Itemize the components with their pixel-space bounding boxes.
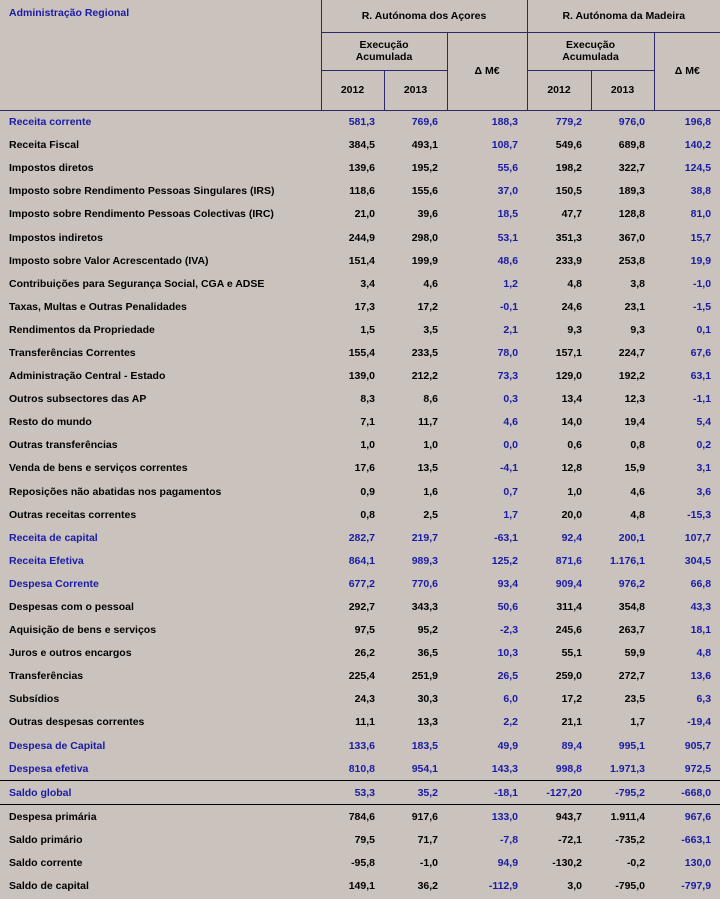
row-label: Receita de capital: [9, 531, 98, 544]
cell-a12: 810,8: [348, 762, 375, 775]
cell-m13: 19,4: [624, 416, 646, 429]
table-row: [0, 549, 720, 572]
row-label: Imposto sobre Valor Acrescentado (IVA): [9, 254, 209, 267]
cell-md: 19,9: [690, 254, 712, 267]
table-row: [0, 875, 720, 898]
cell-a12: 1,0: [360, 439, 375, 452]
table-row: [0, 503, 720, 526]
cell-a13: 11,7: [418, 416, 438, 429]
cell-a12: 282,7: [348, 531, 375, 544]
table-row: [0, 272, 720, 295]
cell-md: 124,5: [684, 162, 712, 175]
table-row: [0, 828, 720, 851]
cell-md: 13,6: [690, 670, 712, 683]
cell-m13: 272,7: [618, 670, 646, 683]
row-label: Outras despesas correntes: [9, 716, 145, 729]
cell-m13: 192,2: [618, 370, 646, 383]
row-label: Saldo primário: [9, 833, 83, 846]
cell-m12: 129,0: [555, 370, 583, 383]
cell-md: 140,2: [684, 139, 712, 152]
row-label: Saldo corrente: [9, 857, 83, 870]
cell-m13: 689,8: [618, 139, 646, 152]
cell-m12: 55,1: [561, 647, 583, 660]
cell-a12: 8,3: [360, 393, 375, 406]
cell-ad: 48,6: [497, 254, 519, 267]
cell-m13: 354,8: [618, 601, 646, 614]
row-label: Despesa efetiva: [9, 762, 89, 775]
cell-a13: 493,1: [411, 139, 438, 152]
row-label: Despesas com o pessoal: [9, 601, 134, 614]
table-row: [0, 526, 720, 549]
row-label: Rendimentos da Propriedade: [9, 323, 155, 336]
cell-m12: 0,6: [567, 439, 583, 452]
cell-ad: 4,6: [503, 416, 519, 429]
cell-m13: 12,3: [624, 393, 646, 406]
cell-a12: 3,4: [360, 277, 375, 290]
cell-a13: 954,1: [411, 762, 438, 775]
table-row: [0, 226, 720, 249]
row-label: Outras transferências: [9, 439, 118, 452]
cell-md: 304,5: [684, 554, 712, 567]
cell-ad: 93,4: [497, 577, 519, 590]
cell-ad: 125,2: [491, 554, 519, 567]
cell-m12: 779,2: [555, 116, 583, 129]
row-label: Subsídios: [9, 693, 60, 706]
cell-m13: -795,0: [615, 880, 646, 893]
header-year-2013-madeira: 2013: [591, 70, 654, 110]
cell-m13: 1.971,3: [609, 762, 646, 775]
cell-m12: 12,8: [561, 462, 583, 475]
cell-a13: 195,2: [411, 162, 438, 175]
cell-m12: 311,4: [556, 601, 583, 614]
row-label: Venda de bens e serviços correntes: [9, 462, 188, 475]
table-row: [0, 110, 720, 134]
row-label: Saldo global: [0, 781, 321, 805]
cell-a13: 199,9: [411, 254, 438, 267]
cell-a12: 17,3: [354, 300, 375, 313]
row-label: Taxas, Multas e Outras Penalidades: [9, 300, 187, 313]
table-row: [0, 665, 720, 688]
table-row: [0, 852, 720, 875]
row-label: Administração Central - Estado: [9, 370, 166, 383]
cell-a12: 864,1: [348, 554, 375, 567]
cell-a13: 1,0: [423, 439, 438, 452]
table-row: [0, 157, 720, 180]
cell-a13: 1,6: [423, 485, 438, 498]
cell-m12: 47,7: [561, 208, 583, 221]
cell-ad: 37,0: [497, 185, 519, 198]
cell-ad: 1,2: [503, 277, 519, 290]
cell-md: -797,9: [681, 880, 712, 893]
cell-m12: 17,2: [561, 693, 583, 706]
table-row: [0, 688, 720, 711]
cell-m12: 909,4: [555, 577, 583, 590]
cell-m12: 259,0: [555, 670, 583, 683]
cell-ad: 53,1: [497, 231, 519, 244]
cell-m13: 15,9: [624, 462, 646, 475]
cell-m13: 0,8: [630, 439, 646, 452]
cell-a13: 95,2: [417, 624, 438, 637]
cell-md: -1,0: [692, 277, 712, 290]
cell-m13: 23,5: [624, 693, 646, 706]
cell-ad: 133,0: [491, 810, 519, 823]
cell-a12: 677,2: [348, 577, 375, 590]
row-label: Despesa Corrente: [9, 577, 99, 590]
table-body: [0, 110, 720, 898]
table-row: [0, 295, 720, 318]
cell-a12: 225,4: [348, 670, 375, 683]
cell-a13: 35,2: [384, 781, 447, 805]
cell-md: -1,1: [692, 393, 712, 406]
cell-m13: 224,7: [618, 346, 646, 359]
cell-m13: 23,1: [624, 300, 646, 313]
cell-ad: 73,3: [497, 370, 519, 383]
cell-m12: 9,3: [567, 323, 583, 336]
cell-m12: 3,0: [567, 880, 583, 893]
cell-a13: 39,6: [417, 208, 438, 221]
cell-a12: 784,6: [348, 810, 375, 823]
row-label: Transferências: [9, 670, 84, 683]
cell-m13: 263,7: [618, 624, 646, 637]
row-label: Impostos diretos: [9, 162, 94, 175]
cell-a12: 79,5: [354, 833, 375, 846]
table-row: [0, 572, 720, 595]
cell-m13: 253,8: [618, 254, 646, 267]
cell-a12: 24,3: [354, 693, 375, 706]
cell-a13: 17,2: [417, 300, 438, 313]
cell-a12: 155,4: [348, 346, 375, 359]
cell-m13: 976,0: [618, 116, 646, 129]
row-label: Outros subsectores das AP: [9, 393, 147, 406]
cell-m13: 1,7: [630, 716, 646, 729]
cell-md: -663,1: [681, 833, 712, 846]
header-exec-madeira: Execução Acumulada: [527, 32, 654, 70]
cell-m13: 4,8: [630, 508, 646, 521]
table-row: [0, 619, 720, 642]
table-row: [0, 805, 720, 829]
table-row: [0, 341, 720, 364]
cell-m13: 128,8: [618, 208, 646, 221]
header-year-2012-azores: 2012: [321, 70, 384, 110]
cell-ad: 94,9: [497, 857, 519, 870]
row-label: Despesa primária: [9, 810, 97, 823]
cell-m12: 20,0: [561, 508, 583, 521]
cell-m12: 245,6: [555, 624, 583, 637]
cell-m12: 21,1: [561, 716, 583, 729]
cell-m13: -0,2: [626, 857, 646, 870]
row-label: Receita Fiscal: [9, 139, 80, 152]
cell-m13: 367,0: [618, 231, 646, 244]
cell-a13: 13,3: [417, 716, 438, 729]
cell-md: 107,7: [684, 531, 712, 544]
cell-a12: 118,6: [349, 185, 375, 198]
cell-a13: 4,6: [423, 277, 438, 290]
cell-md: -668,0: [654, 781, 720, 805]
cell-m12: 24,6: [561, 300, 583, 313]
cell-a12: 139,0: [348, 370, 375, 383]
cell-ad: 188,3: [491, 116, 519, 129]
row-label: Receita corrente: [9, 116, 92, 129]
table-row: [0, 734, 720, 757]
cell-ad: 26,5: [497, 670, 519, 683]
cell-a12: 149,1: [348, 880, 375, 893]
row-label: Transferências Correntes: [9, 346, 136, 359]
cell-a13: 989,3: [411, 554, 438, 567]
cell-md: 43,3: [690, 601, 712, 614]
cell-a13: 769,6: [411, 116, 438, 129]
cell-ad: -18,1: [447, 781, 527, 805]
cell-md: 4,8: [696, 647, 712, 660]
row-label: Imposto sobre Rendimento Pessoas Singulares (IRS): [9, 185, 275, 198]
cell-md: 15,7: [690, 231, 712, 244]
table-row: [0, 757, 720, 781]
cell-md: 0,1: [696, 323, 712, 336]
cell-m12: 4,8: [567, 277, 583, 290]
cell-ad: -2,3: [499, 624, 519, 637]
cell-a12: 0,9: [360, 485, 375, 498]
cell-a13: 343,3: [411, 601, 438, 614]
cell-a12: 26,2: [354, 647, 375, 660]
cell-m13: 4,6: [630, 485, 646, 498]
cell-a12: 7,1: [360, 416, 375, 429]
row-label: Reposições não abatidas nos pagamentos: [9, 485, 222, 498]
cell-a12: 21,0: [354, 208, 375, 221]
cell-m12: -72,1: [558, 833, 583, 846]
header-region-azores: R. Autónoma dos Açores: [321, 0, 527, 32]
cell-md: 67,6: [690, 346, 712, 359]
cell-a13: 3,5: [423, 323, 438, 336]
table-row: [0, 318, 720, 341]
cell-m13: 1.176,1: [609, 554, 646, 567]
cell-a13: 30,3: [417, 693, 438, 706]
cell-m12: 13,4: [561, 393, 583, 406]
row-label: Contribuições para Segurança Social, CGA e ADSE: [9, 277, 265, 290]
cell-md: 6,3: [696, 693, 712, 706]
cell-ad: 143,3: [491, 762, 519, 775]
cell-m13: 59,9: [624, 647, 646, 660]
cell-md: 972,5: [684, 762, 712, 775]
cell-a12: 133,6: [348, 739, 375, 752]
table-row: [0, 365, 720, 388]
cell-a12: 292,7: [348, 601, 375, 614]
cell-ad: -63,1: [494, 531, 519, 544]
cell-a13: 71,7: [417, 833, 438, 846]
cell-m13: 995,1: [618, 739, 646, 752]
cell-md: -19,4: [687, 716, 712, 729]
cell-m13: 322,7: [618, 162, 646, 175]
cell-m12: 157,1: [555, 346, 583, 359]
cell-a13: 251,9: [411, 670, 438, 683]
row-label: Despesa de Capital: [9, 739, 106, 752]
header-year-2013-azores: 2013: [384, 70, 447, 110]
cell-m12: 92,4: [561, 531, 583, 544]
cell-a13: 36,2: [417, 880, 438, 893]
cell-a13: 233,5: [411, 346, 438, 359]
cell-m12: 998,8: [555, 762, 583, 775]
cell-a12: 581,3: [348, 116, 375, 129]
table-row: [0, 411, 720, 434]
table-row: [0, 203, 720, 226]
cell-m12: -127,20: [527, 781, 591, 805]
cell-a13: -1,0: [419, 857, 438, 870]
cell-m12: 943,7: [555, 810, 583, 823]
row-label: Resto do mundo: [9, 416, 92, 429]
cell-ad: 49,9: [497, 739, 519, 752]
cell-md: 63,1: [690, 370, 712, 383]
cell-ad: 2,2: [503, 716, 519, 729]
cell-m13: 1.911,4: [610, 810, 646, 823]
cell-md: 81,0: [690, 208, 712, 221]
table-row: [0, 642, 720, 665]
cell-a12: 17,6: [354, 462, 375, 475]
header-year-2012-madeira: 2012: [527, 70, 591, 110]
table-title: Administração Regional: [0, 0, 321, 110]
cell-md: 5,4: [696, 416, 712, 429]
row-label: Impostos indiretos: [9, 231, 103, 244]
cell-m12: 233,9: [555, 254, 583, 267]
row-label: Receita Efetiva: [9, 554, 84, 567]
cell-a12: 97,5: [354, 624, 375, 637]
cell-a13: 13,5: [417, 462, 438, 475]
header-delta-azores: Δ M€: [447, 32, 527, 110]
cell-md: 905,7: [684, 739, 712, 752]
cell-ad: 0,0: [503, 439, 519, 452]
cell-m13: 976,2: [618, 577, 646, 590]
table-row: [0, 457, 720, 480]
header-delta-madeira: Δ M€: [654, 32, 720, 110]
table-row: [0, 134, 720, 157]
cell-ad: 10,3: [497, 647, 519, 660]
header-exec-azores: Execução Acumulada: [321, 32, 447, 70]
cell-a13: 917,6: [411, 810, 438, 823]
row-label: Imposto sobre Rendimento Pessoas Colectivas (IRC): [9, 208, 274, 221]
cell-a12: 139,6: [348, 162, 375, 175]
row-label: Outras receitas correntes: [9, 508, 137, 521]
cell-m13: 200,1: [618, 531, 646, 544]
cell-ad: 78,0: [497, 346, 519, 359]
cell-m12: 1,0: [567, 485, 583, 498]
cell-a12: 384,5: [348, 139, 375, 152]
cell-m13: -735,2: [615, 833, 646, 846]
cell-md: 0,2: [696, 439, 712, 452]
cell-ad: 0,3: [503, 393, 519, 406]
cell-md: 3,6: [696, 485, 712, 498]
cell-a13: 298,0: [411, 231, 438, 244]
cell-a13: 155,6: [411, 185, 438, 198]
cell-ad: 108,7: [491, 139, 519, 152]
table-row: [0, 249, 720, 272]
cell-ad: -7,8: [499, 833, 519, 846]
cell-m13: 189,3: [618, 185, 646, 198]
cell-m13: 3,8: [630, 277, 646, 290]
cell-md: 66,8: [690, 577, 712, 590]
cell-md: 38,8: [690, 185, 712, 198]
cell-a12: 53,3: [321, 781, 384, 805]
cell-m13: -795,2: [591, 781, 654, 805]
table-row: [0, 180, 720, 203]
cell-m12: 871,6: [555, 554, 583, 567]
cell-a12: 1,5: [360, 323, 375, 336]
cell-a13: 183,5: [411, 739, 438, 752]
cell-a13: 2,5: [423, 508, 438, 521]
cell-m12: 198,2: [555, 162, 583, 175]
cell-md: 18,1: [690, 624, 712, 637]
cell-md: -1,5: [692, 300, 712, 313]
header-region-madeira: R. Autónoma da Madeira: [527, 0, 720, 32]
table-row: [0, 388, 720, 411]
cell-md: -15,3: [687, 508, 712, 521]
cell-ad: 55,6: [497, 162, 519, 175]
cell-a12: 11,1: [355, 716, 375, 729]
table-row: [0, 595, 720, 618]
cell-m12: -130,2: [552, 857, 583, 870]
cell-ad: -112,9: [488, 880, 519, 893]
table-row: [0, 781, 720, 805]
cell-a13: 212,2: [411, 370, 438, 383]
cell-a13: 36,5: [417, 647, 438, 660]
cell-ad: 18,5: [497, 208, 519, 221]
cell-m12: 351,3: [555, 231, 583, 244]
cell-md: 196,8: [684, 116, 712, 129]
table-row: [0, 434, 720, 457]
cell-ad: 2,1: [503, 323, 519, 336]
cell-ad: 1,7: [503, 508, 519, 521]
table-row: [0, 711, 720, 734]
cell-ad: -4,1: [499, 462, 519, 475]
cell-md: 130,0: [684, 857, 712, 870]
row-label: Aquisição de bens e serviços: [9, 624, 157, 637]
cell-a12: -95,8: [351, 857, 375, 870]
cell-m12: 89,4: [561, 739, 583, 752]
cell-a13: 770,6: [411, 577, 438, 590]
cell-ad: 50,6: [497, 601, 519, 614]
cell-m12: 150,5: [555, 185, 583, 198]
cell-a13: 8,6: [423, 393, 438, 406]
cell-ad: 6,0: [503, 693, 519, 706]
cell-m12: 14,0: [561, 416, 583, 429]
cell-a12: 244,9: [348, 231, 375, 244]
cell-md: 967,6: [684, 810, 712, 823]
cell-m13: 9,3: [630, 323, 646, 336]
cell-a12: 151,4: [348, 254, 375, 267]
row-label: Juros e outros encargos: [9, 647, 132, 660]
cell-m12: 549,6: [555, 139, 583, 152]
cell-md: 3,1: [696, 462, 712, 475]
cell-ad: 0,7: [503, 485, 519, 498]
row-label: Saldo de capital: [9, 880, 89, 893]
cell-a12: 0,8: [360, 508, 375, 521]
cell-ad: -0,1: [499, 300, 519, 313]
cell-a13: 219,7: [411, 531, 438, 544]
table-row: [0, 480, 720, 503]
